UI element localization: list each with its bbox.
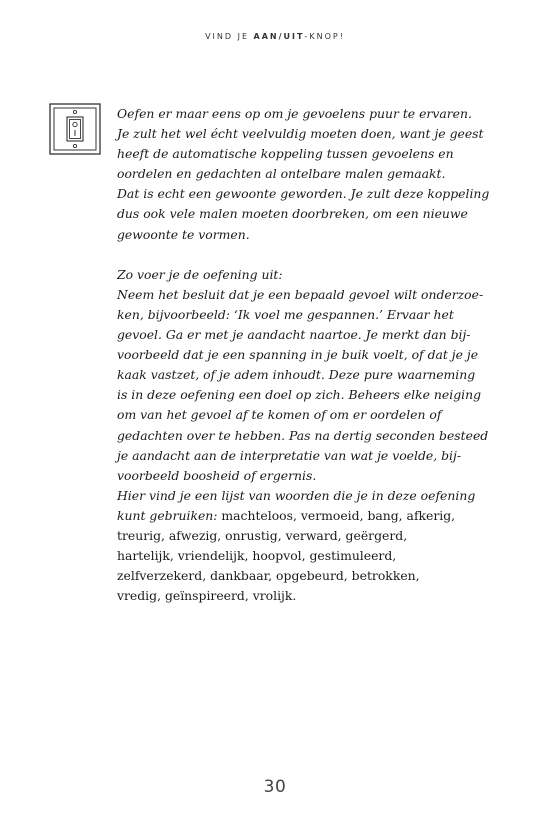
word-list-line: hartelijk, vriendelijk, hoopvol, gestimuleerd, [117,548,397,564]
text-line: gevoel. Ga er met je aandacht naartoe. Je merkt dan bij- [117,327,471,343]
word-list-line: treurig, afwezig, onrustig, verward, geërgerd, [117,527,408,543]
italic-segment: kunt gebruiken: [117,507,222,523]
text-line: gewoonte te vormen. [117,226,250,242]
text-line: Hier vind je een lijst van woorden die je in deze oefening [117,487,476,503]
text-line: Oefen er maar eens op om je gevoelens puur te ervaren. [117,106,472,121]
text-line: je aandacht aan de interpretatie van wat je voelde, bij- [117,447,462,463]
running-head-part1: VIND JE [205,32,254,41]
exercise-intro-paragraph [117,104,490,245]
running-head-part2: AAN/UIT [253,32,305,41]
text-line: Neem het besluit dat je een bepaald gevoel wilt onderzoe- [117,286,484,302]
word-list-line: vredig, geïnspireerd, vrolijk. [117,588,297,604]
mixed-text-line [117,506,456,526]
text-line: voorbeeld boosheid of ergernis. [117,467,317,483]
text-line: Dat is echt een gewoonte geworden. Je zult deze koppeling [117,186,490,202]
text-line: ken, bijvoorbeeld: ‘Ik voel me gespannen.’ Ervaar het [117,306,454,322]
text-line: voorbeeld dat je een spanning in je buik voelt, of dat je je [117,347,479,363]
light-switch-icon [49,103,101,155]
running-head [0,32,550,41]
text-line: is in deze oefening een doel op zich. Beheers elke neiging [117,387,481,403]
text-line: Je zult het wel écht veelvuldig moeten doen, want je geest [117,126,484,142]
text-line: heeft de automatische koppeling tussen gevoelens en [117,146,454,162]
text-line: Zo voer je de oefening uit: [117,266,283,282]
text-line: kaak vastzet, of je adem inhoudt. Deze pure waarneming [117,367,476,383]
text-line: om van het gevoel af te komen of om er oordelen of [117,407,442,423]
page-number: 30 [263,777,287,797]
word-list-segment: machteloos, vermoeid, bang, afkerig, [221,507,456,523]
feeling-word-list [117,526,447,606]
text-line: oordelen en gedachten al ontelbare malen gemaakt. [117,166,446,182]
exercise-steps-paragraph [117,265,489,526]
running-head-part3: -KNOP! [304,32,345,41]
text-line: dus ook vele malen moeten doorbreken, om een nieuwe [117,206,468,222]
body-text [117,104,490,606]
text-line: gedachten over te hebben. Pas na dertig seconden besteed [117,427,489,443]
word-list-line: zelfverzekerd, dankbaar, opgebeurd, betrokken, [117,568,420,584]
